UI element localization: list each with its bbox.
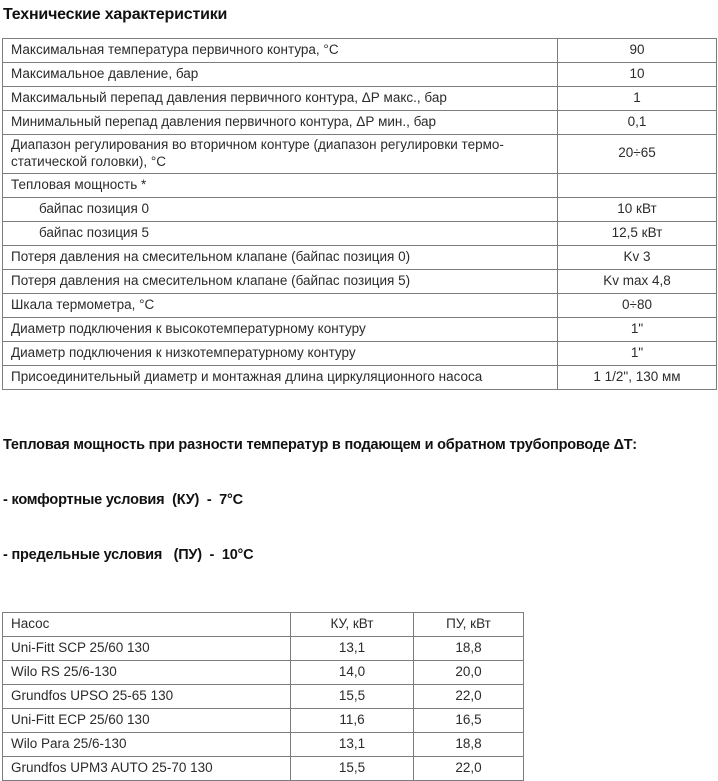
spec-row (3, 197, 717, 221)
spec-table (2, 38, 717, 390)
spec-value: Kv 3 (558, 245, 717, 269)
spec-value: 90 (558, 39, 717, 63)
spec-row (3, 39, 717, 63)
pump-name: Uni-Fitt ECP 25/60 130 (3, 708, 291, 732)
note-line: - комфортные условия (КУ) - 7°С (3, 491, 243, 508)
pump-ku-value: 15,5 (291, 756, 414, 780)
pump-row (3, 756, 524, 780)
spec-row (3, 245, 717, 269)
spec-label: Диаметр подключения к низкотемпературному контуру (3, 341, 558, 365)
pump-ku-value: 15,5 (291, 684, 414, 708)
pump-table (2, 612, 524, 781)
pump-pu-value: 22,0 (414, 684, 524, 708)
spec-value: 1" (558, 317, 717, 341)
thermal-power-notes (3, 402, 718, 599)
spec-label: Минимальный перепад давления первичного контура, ΔР мин., бар (3, 111, 558, 135)
pump-row (3, 732, 524, 756)
spec-row (3, 135, 717, 174)
pump-row (3, 708, 524, 732)
pump-pu-value: 16,5 (414, 708, 524, 732)
spec-row (3, 293, 717, 317)
spec-label: байпас позиция 0 (3, 197, 558, 221)
pump-ku-value: 11,6 (291, 708, 414, 732)
pump-pu-value: 18,8 (414, 732, 524, 756)
note-line: - предельные условия (ПУ) - 10°С (3, 546, 254, 563)
spec-label: байпас позиция 5 (3, 221, 558, 245)
spec-value: 10 кВт (558, 197, 717, 221)
spec-label: Шкала термометра, °С (3, 293, 558, 317)
pump-row (3, 660, 524, 684)
spec-label: Диапазон регулирования во вторичном контуре (диапазон регулировки термо-статической головки), °С (3, 135, 558, 174)
pump-row (3, 684, 524, 708)
spec-label: Максимальное давление, бар (3, 63, 558, 87)
pump-ku-value: 13,1 (291, 636, 414, 660)
spec-value (558, 173, 717, 197)
spec-label: Потеря давления на смесительном клапане (байпас позиция 0) (3, 245, 558, 269)
pump-name: Grundfos UPSO 25-65 130 (3, 684, 291, 708)
pump-pu-value: 20,0 (414, 660, 524, 684)
pump-pu-value: 18,8 (414, 636, 524, 660)
spec-row (3, 365, 717, 389)
pump-name: Wilo Para 25/6-130 (3, 732, 291, 756)
spec-row (3, 221, 717, 245)
spec-value: 1 (558, 87, 717, 111)
spec-value: Kv max 4,8 (558, 269, 717, 293)
pump-name: Wilo RS 25/6-130 (3, 660, 291, 684)
spec-label: Тепловая мощность * (3, 173, 558, 197)
pump-ku-value: 13,1 (291, 732, 414, 756)
pump-header-pu: ПУ, кВт (414, 612, 524, 636)
spec-row (3, 341, 717, 365)
spec-value: 0÷80 (558, 293, 717, 317)
spec-row (3, 111, 717, 135)
spec-value: 10 (558, 63, 717, 87)
note-line: Тепловая мощность при разности температур в подающем и обратном трубопроводе ΔТ: (3, 436, 637, 453)
pump-name: Grundfos UPM3 AUTO 25-70 130 (3, 756, 291, 780)
spec-row (3, 269, 717, 293)
spec-row (3, 173, 717, 197)
spec-row (3, 317, 717, 341)
spec-label: Максимальная температура первичного контура, °С (3, 39, 558, 63)
pump-header-ku: КУ, кВт (291, 612, 414, 636)
pump-name: Uni-Fitt SCP 25/60 130 (3, 636, 291, 660)
spec-label: Потеря давления на смесительном клапане (байпас позиция 5) (3, 269, 558, 293)
spec-value: 20÷65 (558, 135, 717, 174)
spec-sheet-page (0, 6, 718, 775)
spec-label: Диаметр подключения к высокотемпературному контуру (3, 317, 558, 341)
spec-value: 0,1 (558, 111, 717, 135)
spec-row (3, 87, 717, 111)
pump-header-name: Насос (3, 612, 291, 636)
spec-value: 1" (558, 341, 717, 365)
pump-ku-value: 14,0 (291, 660, 414, 684)
pump-pu-value: 22,0 (414, 756, 524, 780)
spec-value: 12,5 кВт (558, 221, 717, 245)
pump-row (3, 636, 524, 660)
pump-table-header-row (3, 612, 524, 636)
spec-label: Максимальный перепад давления первичного контура, ΔР макс., бар (3, 87, 558, 111)
spec-row (3, 63, 717, 87)
spec-label: Присоединительный диаметр и монтажная длина циркуляционного насоса (3, 365, 558, 389)
page-title: Технические характеристики (3, 6, 228, 23)
spec-value: 1 1/2", 130 мм (558, 365, 717, 389)
